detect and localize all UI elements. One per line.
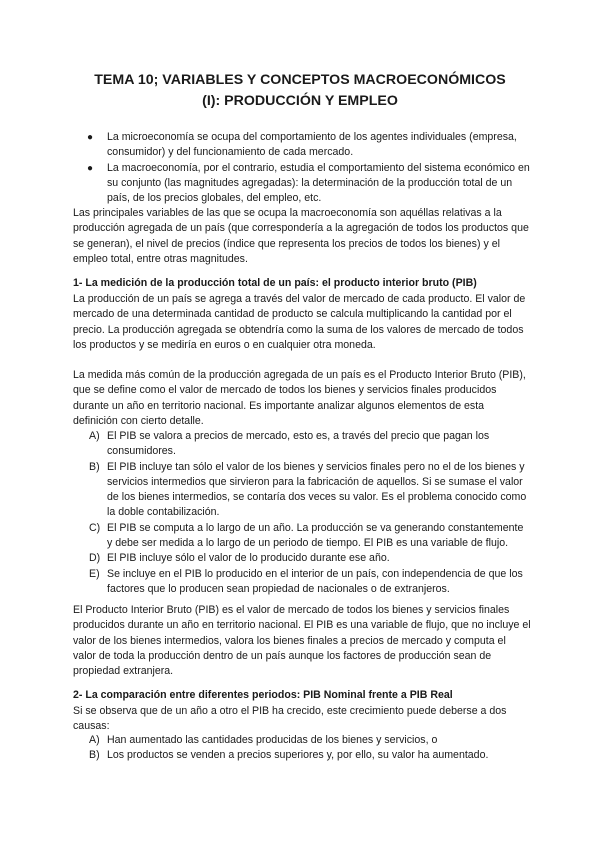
list-text: Los productos se venden a precios superiores y, por ello, su valor ha aumentado.	[107, 749, 489, 762]
section-1-list	[73, 429, 531, 597]
bullet-icon: ●	[87, 132, 94, 143]
list-item	[73, 733, 531, 748]
list-marker: B)	[89, 460, 100, 473]
list-text: El PIB incluye tan sólo el valor de los bienes y servicios finales pero no el de los bienes y servicios intermedios que sirvieron para la fabricación de aquellos. Si se sumase el valor de los bienes intermedios, se contaría dos veces su valor. Es el problema conocido como la doble contabilización.	[107, 460, 527, 519]
document-title	[40, 70, 560, 112]
intro-bullet-list	[73, 130, 533, 206]
list-text: El PIB se computa a lo largo de un año. La producción se va generando constantemente y debe ser medida a lo largo de un periodo de tiempo. El PIB es una variable de flujo.	[107, 521, 524, 550]
list-marker: C)	[89, 521, 101, 534]
section-2-list	[73, 733, 531, 764]
section-1-paragraph-2: La medida más común de la producción agregada de un país es el Producto Interior Bruto (PIB), que se define como el valor de mercado de todos los bienes y servicios finales producidos durante un año en territorio nacional. Es importante analizar algunos elementos de esta definición con cierto detalle.	[73, 369, 526, 427]
list-item	[73, 161, 533, 207]
list-text: El PIB se valora a precios de mercado, esto es, a través del precio que pagan los consumidores.	[107, 430, 490, 458]
bullet-icon: ●	[87, 162, 94, 174]
bullet-text: La macroeconomía, por el contrario, estudia el comportamiento del sistema económico en su conjunto (las magnitudes agregadas): la determinación de la producción total de un país, de los precios globales, del empleo, etc.	[107, 161, 530, 205]
title-line-1: TEMA 10; VARIABLES Y CONCEPTOS MACROECONÓMICOS	[94, 72, 506, 88]
list-item	[73, 429, 531, 460]
list-item	[73, 130, 533, 161]
section-2-heading: 2- La comparación entre diferentes periodos: PIB Nominal frente a PIB Real	[73, 689, 453, 701]
list-text: El PIB incluye sólo el valor de lo producido durante ese año.	[107, 552, 390, 565]
list-marker: E)	[89, 567, 100, 580]
title-line-2: (I): PRODUCCIÓN Y EMPLEO	[202, 93, 398, 109]
list-marker: A)	[89, 734, 100, 746]
list-item	[73, 521, 531, 552]
list-text: Han aumentado las cantidades producidas de los bienes y servicios, o	[107, 734, 438, 746]
list-marker: B)	[89, 749, 100, 762]
section-2-paragraph: Si se observa que de un año a otro el PIB ha crecido, este crecimiento puede deberse a dos causas:	[73, 705, 507, 733]
section-1-summary: El Producto Interior Bruto (PIB) es el valor de mercado de todos los bienes y servicios finales producidos durante un año en territorio nacional. El PIB es una variable de flujo, que no incluye el valor de los bienes intermedios, valora los bienes finales a precios de mercado y computa el valor de toda la producción dentro de un país aunque los factores de producción sean de propiedad extranjera.	[73, 604, 531, 678]
section-1-paragraph-1: La producción de un país se agrega a través del valor de mercado de cada producto. El valor de mercado de una determinada cantidad de producto se calcula multiplicando la cantidad por el precio. La producción agregada se obtendría como la suma de los valores de mercado de todos los productos y se mediría en euros o en cualquier otra moneda.	[73, 293, 526, 351]
list-item	[73, 567, 531, 598]
list-text: Se incluye en el PIB lo producido en el interior de un país, con independencia de que los factores que lo producen sean propiedad de nacionales o de extranjeros.	[107, 567, 523, 595]
list-item	[73, 748, 531, 763]
list-marker: A)	[89, 430, 100, 442]
bullet-text: La microeconomía se ocupa del comportamiento de los agentes individuales (empresa, consumidor) y del funcionamiento de cada mercado.	[107, 131, 517, 159]
list-marker: D)	[89, 552, 101, 565]
intro-paragraph: Las principales variables de las que se ocupa la macroeconomía son aquéllas relativas a la producción agregada de un país (que correspondería a la agregación de todos los productos que se generan), el nivel de precios (índice que representa los precios de todos los bienes) y el empleo total, entre otras magnitudes.	[73, 207, 529, 265]
section-1-heading: 1- La medición de la producción total de un país: el producto interior bruto (PIB)	[73, 277, 477, 289]
list-item	[73, 460, 531, 521]
list-item	[73, 551, 531, 566]
